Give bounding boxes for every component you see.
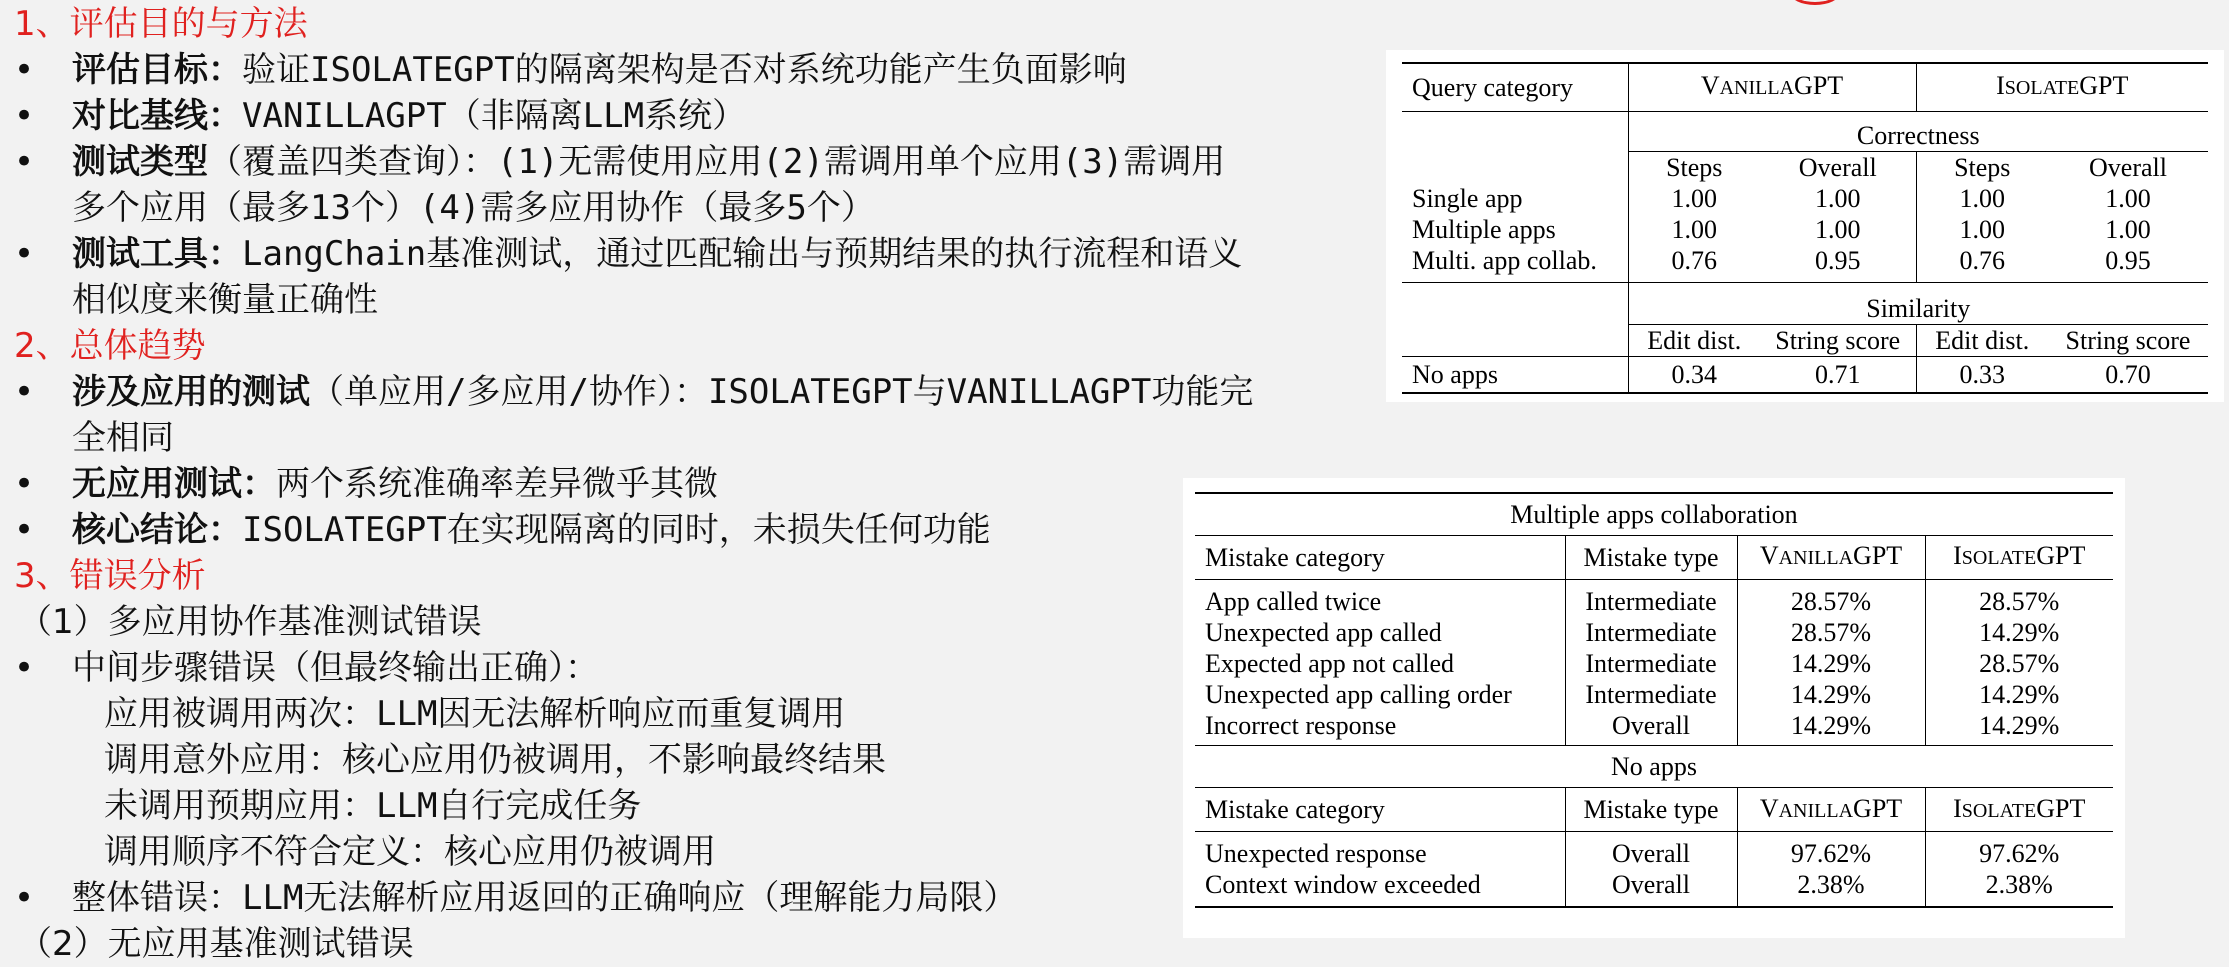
th-mistake-type: Mistake type [1565, 788, 1737, 832]
vanilla-pct: 14.29% [1737, 710, 1925, 746]
s1-b4-text: LangChain基准测试，通过匹配输出与预期结果的执行流程和语义 [242, 234, 1243, 274]
s2-bullet-3 [72, 508, 991, 552]
isolate-pct: 14.29% [1979, 710, 2060, 740]
row-label: No apps [1402, 357, 1628, 393]
cell-value: 1.00 [1671, 183, 1717, 213]
th-isolategpt: ISOLATEGPT [1953, 793, 2086, 823]
vanilla-pct: 14.29% [1737, 679, 1925, 710]
bullet-dot: • [14, 648, 35, 688]
cell-value: 0.95 [1760, 245, 1916, 283]
s1-bullet-1 [72, 48, 1127, 92]
cell-value: 1.00 [1760, 214, 1916, 245]
cell-value: 0.70 [2048, 357, 2208, 393]
th-query-category: Query category [1402, 63, 1628, 111]
vanilla-pct: 28.57% [1737, 617, 1925, 648]
bullet-dot: • [14, 234, 35, 274]
s3-item-2: 调用意外应用：核心应用仍被调用，不影响最终结果 [104, 740, 886, 780]
isolate-pct: 28.57% [1979, 648, 2060, 678]
cell-value: 1.00 [2105, 183, 2151, 213]
th-mistake-category: Mistake category [1195, 788, 1565, 832]
row-label: Multiple apps [1402, 214, 1628, 245]
s3-subheading-2: （2）无应用基准测试错误 [18, 924, 414, 964]
mistake-table [1195, 492, 2113, 908]
mistake-type: Overall [1565, 869, 1737, 907]
th-edit-dist: Edit dist. [1916, 325, 2048, 357]
s1-b3-continuation: 多个应用（最多13个）(4)需多应用协作（最多5个） [72, 188, 875, 228]
cell-value: 0.95 [2105, 245, 2151, 275]
s1-b1-label: 评估目标： [72, 50, 242, 90]
spacer-cell [1402, 283, 1628, 325]
s2-b1-label: 涉及应用的测试 [72, 372, 310, 412]
mistake-category: App called twice [1195, 579, 1565, 617]
s2-b2-label: 无应用测试： [72, 464, 276, 504]
bullet-dot: • [14, 50, 35, 90]
th-string-score: String score [2048, 325, 2208, 357]
s1-b1-text: 验证ISOLATEGPT的隔离架构是否对系统功能产生负面影响 [242, 50, 1127, 90]
cell-value: 1.00 [2105, 214, 2151, 244]
isolate-pct: 97.62% [1979, 839, 2060, 868]
mistake-type: Intermediate [1565, 679, 1737, 710]
mistake-type: Intermediate [1565, 648, 1737, 679]
bullet-dot: • [14, 372, 35, 412]
s3-bullet-1: 中间步骤错误（但最终输出正确）： [72, 648, 599, 688]
isolate-pct: 2.38% [1985, 870, 2053, 899]
cell-value: 1.00 [1671, 214, 1717, 244]
isolate-pct: 14.29% [1979, 617, 2060, 647]
bullet-dot: • [14, 142, 35, 182]
th-similarity: Similarity [1866, 294, 1971, 323]
s2-bullet-2 [72, 462, 718, 506]
s2-b3-text: ISOLATEGPT在实现隔离的同时，未损失任何功能 [242, 510, 991, 550]
th-string-score: String score [1760, 325, 1916, 357]
s2-bullet-1 [72, 370, 1253, 414]
correctness-table-panel [1386, 50, 2224, 402]
s1-bullet-3 [72, 140, 1225, 184]
row-label: Single app [1402, 183, 1628, 214]
s3-item-4: 调用顺序不符合定义：核心应用仍被调用 [104, 832, 716, 872]
th-steps: Steps [1916, 151, 2048, 183]
th-correctness: Correctness [1856, 120, 1980, 150]
th-vanillagpt: VANILLAGPT [1737, 535, 1925, 579]
spacer-cell [1402, 111, 1628, 151]
isolate-pct: 28.57% [1979, 586, 2060, 616]
cell-value: 0.76 [1959, 245, 2005, 275]
cell-value: 0.34 [1628, 357, 1760, 393]
mistake-category: Expected app not called [1195, 648, 1565, 679]
s2-b1-continuation: 全相同 [72, 418, 174, 458]
section-3-title: 3、错误分析 [14, 556, 206, 596]
mistake-category: Context window exceeded [1195, 869, 1565, 907]
isolate-pct: 14.29% [1979, 679, 2060, 709]
th-mistake-category: Mistake category [1195, 535, 1565, 579]
correctness-table [1402, 62, 2208, 394]
mistake-type: Overall [1565, 832, 1737, 870]
bullet-dot: • [14, 96, 35, 136]
vanilla-pct: 14.29% [1737, 648, 1925, 679]
th-mistake-type: Mistake type [1565, 535, 1737, 579]
s2-b1-text: （单应用/多应用/协作）：ISOLATEGPT与VANILLAGPT功能完 [310, 372, 1254, 412]
cell-value: 1.00 [1959, 183, 2005, 213]
vanilla-pct: 97.62% [1737, 832, 1925, 870]
cell-value: 0.33 [1916, 357, 2048, 393]
cell-value: 1.00 [1959, 214, 2005, 244]
mistake-table-panel [1183, 478, 2125, 938]
mistake-category: Unexpected response [1195, 832, 1565, 870]
vanilla-pct: 2.38% [1737, 869, 1925, 907]
spacer-cell [1402, 325, 1628, 357]
s1-b4-label: 测试工具： [72, 234, 242, 274]
mistake-category: Unexpected app calling order [1195, 679, 1565, 710]
s3-bullet-2: 整体错误：LLM无法解析应用返回的正确响应（理解能力局限） [72, 878, 1018, 918]
cell-value: 0.76 [1671, 245, 1717, 275]
s2-b2-text: 两个系统准确率差异微乎其微 [276, 464, 718, 504]
bullet-dot: • [14, 464, 35, 504]
th-isolategpt: ISOLATEGPT [1953, 541, 2086, 570]
s1-bullet-4 [72, 232, 1242, 276]
s3-subheading-1: （1）多应用协作基准测试错误 [18, 602, 482, 642]
mistake-type: Overall [1565, 710, 1737, 746]
vanilla-pct: 28.57% [1737, 579, 1925, 617]
s2-b3-label: 核心结论： [72, 510, 242, 550]
th-steps: Steps [1628, 151, 1760, 183]
s3-item-3: 未调用预期应用：LLM自行完成任务 [104, 786, 642, 826]
s1-b3-text: （覆盖四类查询）：(1)无需使用应用(2)需调用单个应用(3)需调用 [208, 142, 1226, 182]
cell-value: 0.71 [1760, 357, 1916, 393]
table2-noapps-title: No apps [1611, 752, 1697, 781]
table2-title: Multiple apps collaboration [1510, 499, 1798, 529]
bullet-dot: • [14, 510, 35, 550]
bullet-dot: • [14, 878, 35, 918]
th-overall: Overall [1760, 151, 1916, 183]
decorative-arc [1790, 0, 1840, 5]
th-edit-dist: Edit dist. [1628, 325, 1760, 357]
section-2-title: 2、总体趋势 [14, 326, 206, 366]
s1-bullet-2 [72, 94, 746, 138]
th-overall: Overall [2048, 151, 2208, 183]
s1-b3-label: 测试类型 [72, 142, 208, 182]
mistake-type: Intermediate [1565, 617, 1737, 648]
mistake-type: Intermediate [1565, 579, 1737, 617]
s1-b4-continuation: 相似度来衡量正确性 [72, 280, 378, 320]
th-vanillagpt: VANILLAGPT [1628, 63, 1916, 111]
cell-value: 1.00 [1760, 183, 1916, 214]
section-1-title: 1、评估目的与方法 [14, 4, 308, 44]
mistake-category: Incorrect response [1195, 710, 1565, 746]
s3-item-1: 应用被调用两次：LLM因无法解析响应而重复调用 [104, 694, 846, 734]
mistake-category: Unexpected app called [1195, 617, 1565, 648]
row-label: Multi. app collab. [1402, 245, 1628, 283]
s1-b2-label: 对比基线： [72, 96, 242, 136]
th-isolategpt: ISOLATEGPT [1996, 71, 2129, 101]
th-vanillagpt: VANILLAGPT [1737, 788, 1925, 832]
s1-b2-text: VANILLAGPT（非隔离LLM系统） [242, 96, 747, 136]
spacer-cell [1402, 151, 1628, 183]
